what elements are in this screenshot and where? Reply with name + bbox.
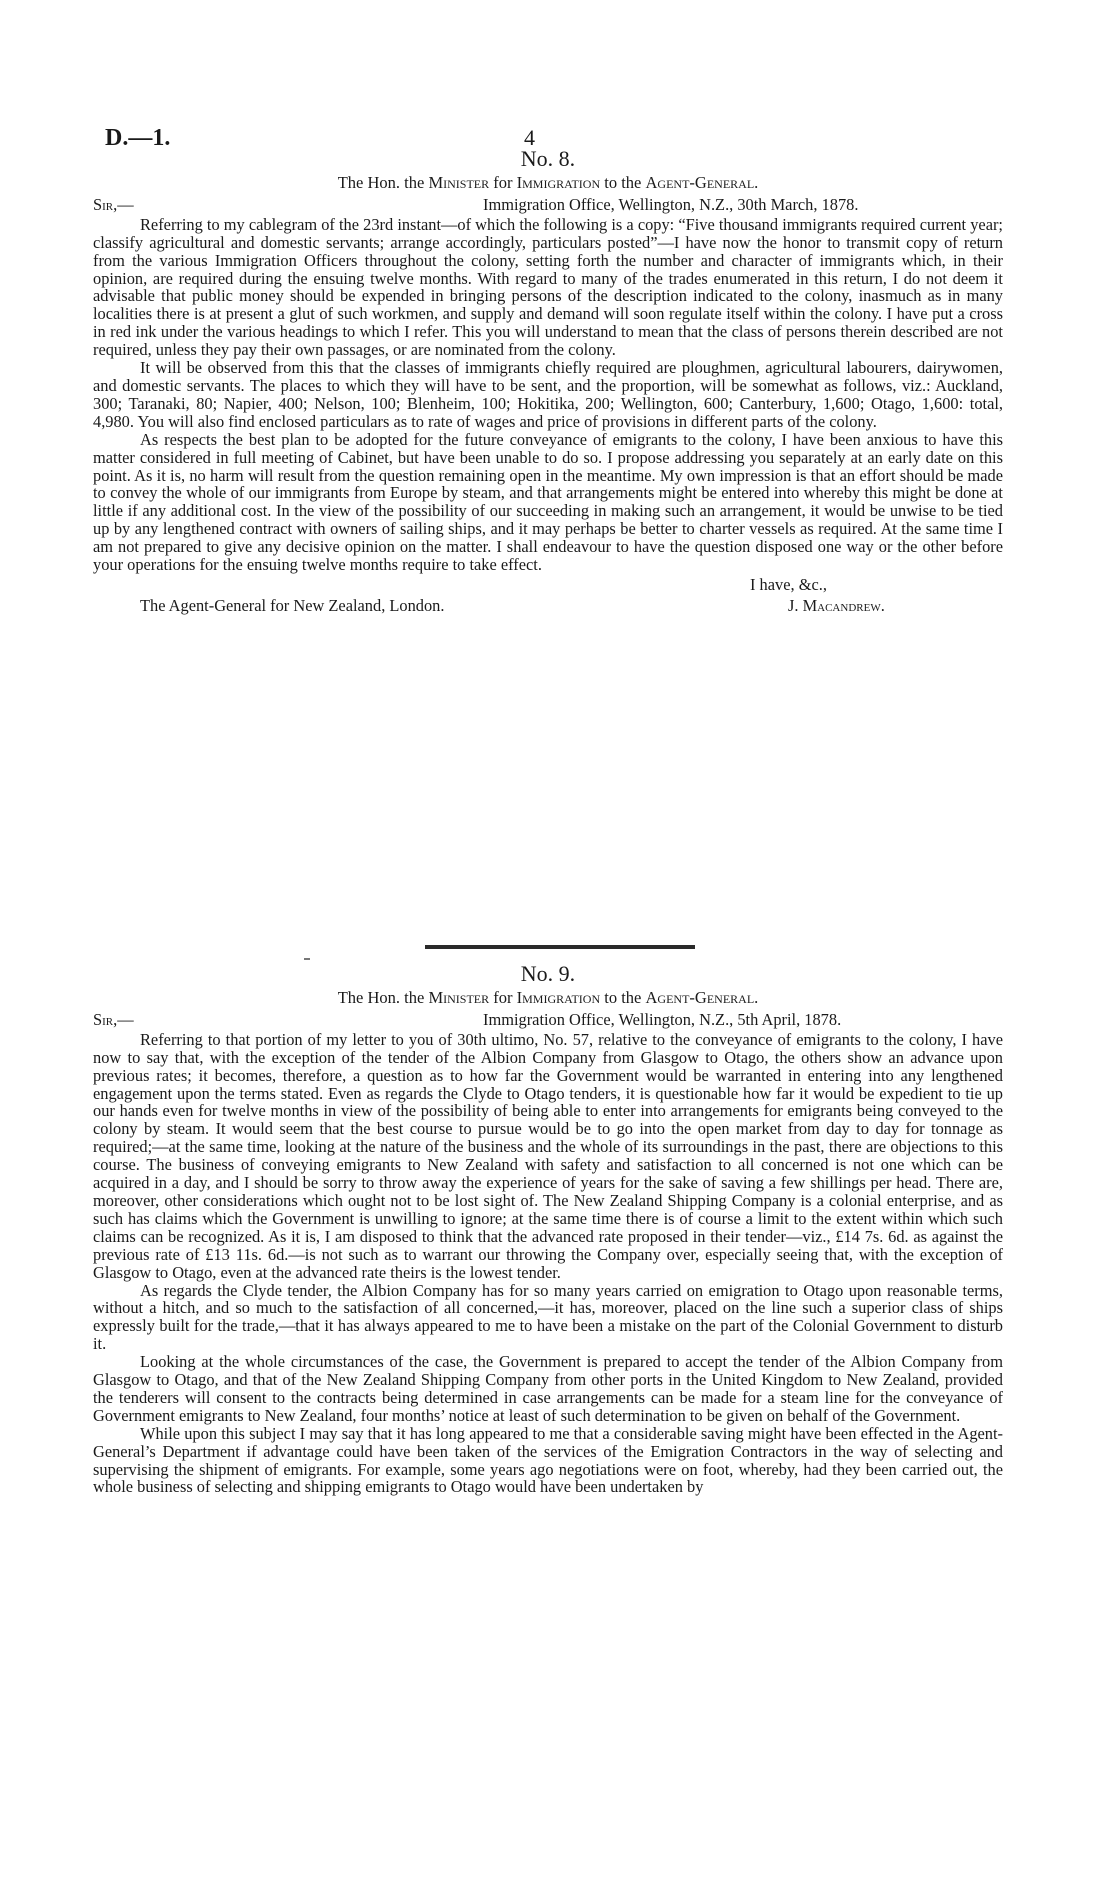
print-mark: [304, 958, 310, 960]
dateline: Immigration Office, Wellington, N.Z., 5th April, 1878.: [483, 1009, 842, 1029]
letter-9: [93, 961, 1003, 1497]
paragraph: While upon this subject I may say that it has long appeared to me that a considerable saving might have been effected in the Agent-General’s Department if advantage could have been taken of the services of the Emigration Contractors in the way of selecting and supervising the shipment of emigrants. For example, some years ago negotiations were on foot, whereby, had they been carried out, the whole business of selecting and shipping emigrants to Otago would have been undertaken by: [93, 1423, 1003, 1497]
closing-formula: I have, &c.,: [750, 574, 827, 594]
letter-heading: The Hon. the Minister for Immigration to the Agent-General.: [337, 172, 759, 192]
signature: J. Macandrew.: [788, 595, 885, 615]
letter-number: No. 8.: [520, 146, 576, 171]
paragraph: Looking at the whole circumstances of the case, the Government is prepared to accept the tender of the Albion Company from Glasgow to Otago, and that of the New Zealand Shipping Company from other ports in the United Kingdom to New Zealand, provided the tenderers will consent to the contracts being determined in case arrangements can be made for a steam line for the conveyance of Government emigrants to New Zealand, four months’ notice at least of such determination to be given on behalf of the Government.: [93, 1352, 1003, 1425]
paragraph: As regards the Clyde tender, the Albion Company has for so many years carried on emigration to Otago upon reasonable terms, without a hitch, and so much to the satisfaction of all concerned,—it has, moreover, placed on the line such a superior class of ships expressly built for the trade,—that it has always appeared to me to have been a mistake on the part of the Colonial Government to disturb it.: [93, 1280, 1003, 1354]
dateline: Immigration Office, Wellington, N.Z., 30th March, 1878.: [483, 194, 859, 214]
letter-8: [93, 146, 1003, 620]
paragraph: It will be observed from this that the classes of immigrants chiefly required are ploughmen, agricultural labourers, dairywomen, and domestic servants. The places to which they will have to be sent, and the proportion, will be somewhat as follows, viz.: Auckland, 300; Taranaki, 80; Napier, 400; Nelson, 100; Blenheim, 100; Hokitika, 200; Wellington, 600; Canterbury, 1,600; Otago, 1,600: total, 4,980. You will also find enclosed particulars as to rate of wages and price of provisions in different parts of the colony.: [93, 358, 1003, 431]
paragraph: Referring to that portion of my letter to you of 30th ultimo, No. 57, relative to the conveyance of emigrants to the colony, I have now to say that, with the exception of the tender of the Albion Company from Glasgow to Otago, the others show an advance upon previous rates; it becomes, therefore, a question as to how far the Government would be warranted in entering into any lengthened engagement upon the terms stated. Even as regards the Clyde to Otago tenders, it is questionable how far it would be expedient to tie up our hands even for twelve months in view of the possibility of being able to enter into arrangements for emigrants being conveyed to the colony by steam. It would seem that the best course to pursue would be to go into the open market from day to day for tonnage as required;—at the same time, looking at the nature of the business and the whole of its surroundings in the past, there are objections to this course. The business of conveying emigrants to New Zealand with safety and satisfaction to all concerned is not one which can be acquired in a day, and I should be sorry to throw away the experience of years for the sake of saving a few shillings per head. There are, moreover, other considerations which ought not to be lost sight of. The New Zealand Shipping Company is a colonial enterprise, and as such has claims which the Government is unwilling to ignore; at the same time there is of course a limit to the extent within which such claims can be recognized. As it is, I am disposed to think that the advanced rate proposed in their tender—viz., £14 7s. 6d. as against the previous rate of £13 11s. 6d.—is not such as to warrant our throwing the Company over, especially seeing that, with the exception of Glasgow to Otago, even at the advanced rate theirs is the lowest tender.: [93, 1029, 1003, 1282]
salutation-line: [93, 1011, 1003, 1031]
page-number: 4: [524, 125, 535, 150]
section-divider: [425, 945, 695, 949]
document-code: D.—1.: [105, 125, 171, 151]
paragraph: Referring to my cablegram of the 23rd instant—of which the following is a copy: “Five thousand immigrants required current year; classify agricultural and domestic servants; arrange accordingly, particulars posted”—I have now the honor to transmit copy of return from the various Immigration Officers throughout the colony, setting forth the number and character of immigrants which, in their opinion, are required during the ensuing twelve months. With regard to many of the trades enumerated in this return, I do not deem it advisable that public money should be expended in bringing persons of the description indicated to the colony, inasmuch as in many localities there is at present a glut of such workmen, and supply and demand will soon regulate itself within the colony. I have put a cross in red ink under the various headings to which I refer. This you will understand to mean that the class of persons therein described are not required, unless they pay their own passages, or are nominated from the colony.: [93, 214, 1003, 360]
addressee: The Agent-General for New Zealand, London.: [140, 595, 445, 615]
salutation-line: [93, 196, 1003, 216]
letter-number: No. 9.: [520, 961, 576, 986]
paragraph: As respects the best plan to be adopted for the future conveyance of emigrants to the colony, I have been anxious to have this matter considered in full meeting of Cabinet, but have been unable to do so. I propose addressing you separately at an early date on this point. As it is, no harm will result from the question remaining open in the meantime. My own impression is that an effort should be made to convey the whole of our immigrants from Europe by steam, and that arrangements might be entered into whereby this might be done at little if any additional cost. In the view of the possibility of our succeeding in making such an arrangement, it would be unwise to be tied up by any lengthened contract with owners of sailing ships, and it may perhaps be better to charter vessels as required. At the same time I am not prepared to give any decisive opinion on the matter. I shall endeavour to have the question disposed one way or the other before your operations for the ensuing twelve months require to take effect.: [93, 429, 1003, 575]
salutation: Sir,—: [93, 1009, 134, 1029]
salutation: Sir,—: [93, 194, 134, 214]
letter-heading: The Hon. the Minister for Immigration to the Agent-General.: [337, 987, 759, 1007]
letter-closing: [93, 576, 1003, 620]
